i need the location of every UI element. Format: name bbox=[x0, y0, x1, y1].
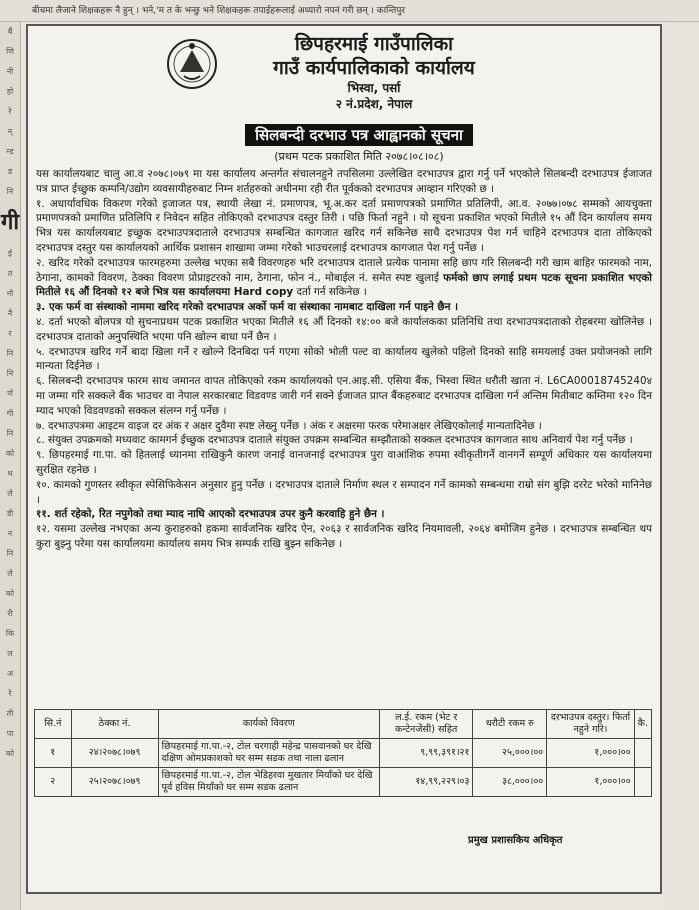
margin-fragment: नै bbox=[7, 309, 13, 318]
condition-7: ७. दरभाउपत्रमा आइटम वाइज दर अंक र अक्षर दुवैमा स्पष्ट लेख्नु पर्नेछ । अंक र अक्षरमा फरक परेमाअक्षर लेखिएकोलाई मान्यतादिनेछ । bbox=[36, 419, 542, 432]
margin-fragment: ड bbox=[7, 167, 13, 176]
condition-1: १. अधार्यावधिक विकरण गरेको इजाजत पत्र, स्थायी लेखा नं. प्रमाणपत्र, भू.अ.कर दर्ता प्रमाणपत्रको प्रमाणित प्रतिलिपी, आ.व. २०७७।०७८ सम्मको आयचुक्ता प्रमाणपत्रको प्रमाणित प्रतिलिपि र निवेदन सहित तोकिएको दरभाउपत्र दस्तुर तिरी । पछि फिर्ता नहुने । यो सूचना प्रकाशित भएको मितीले १५ औं दिन कार्यालय समय भित्र यस कार्यालयबाट इच्छुक दरभाउपत्रदाताले दरभाउपत्र सम्बन्धित कागजात खरिद गर्न सकिनेछ साथै दरभाउपत्र पेश गर्न चाहिने दरभाउपत्र दाता तोकिएको दरभाउपत्र दस्तुर यस कार्यालयको आर्थिक प्रशासन शाखामा जम्मा गरेको भाउचरलाई दरभाउपत्र कागजात पेश गर्नु पर्नेछ । bbox=[36, 197, 652, 254]
condition-11-text: ११. शर्त रहेको, रित नपुगेको तथा म्याद नाघि आएको दरभाउपत्र उपर कुनै करवाहि हुने छैन । bbox=[36, 508, 385, 521]
notice-header bbox=[36, 32, 652, 122]
margin-fragment: र्ण bbox=[7, 389, 13, 398]
table-cell bbox=[634, 739, 651, 768]
margin-fragment: ल bbox=[7, 649, 13, 658]
bid-notice bbox=[26, 24, 662, 894]
newspaper-top-strip: बीचमा लैजाने शिक्षकहरू नै हुन् । भने,'म त के भन्छु भने शिक्षकहरू तपाईहरूलाई अध्यारो नपनं गरी छन् । कान्तिपुर bbox=[0, 0, 699, 22]
signatory-title: प्रमुख प्रशासकिय अधिकृत bbox=[468, 835, 563, 846]
table-row bbox=[35, 739, 652, 768]
margin-fragment: र bbox=[8, 329, 12, 338]
margin-fragment: णि bbox=[6, 47, 14, 56]
margin-fragment: रे bbox=[8, 689, 12, 698]
intro-paragraph: यस कार्यालयबाट चालु आ.व २०७८।०७९ मा यस कार्यालय अन्तर्गत संचालनहुने तपसिलमा उल्लेखित दरभाउपत्र द्वारा गर्नु पर्ने भएकोले सिलबन्दी दरभाउपत्र ईजाजत पत्र प्राप्त ईच्छुक कम्पनि/उद्योग व्यवसायीहरुबाट निम्न शर्तहरुको अधीनमा रही रीत पूर्वकको दरभाउपत्र आव्हान गरिएको छ । bbox=[36, 168, 652, 195]
table-cell: २४।२०७८।०७९ bbox=[71, 739, 158, 768]
col-description: कार्यको विवरण bbox=[158, 710, 379, 739]
margin-fragment: को bbox=[5, 749, 15, 758]
office-name-line2: गाउँ कार्यपालिकाको कार्यालय bbox=[273, 57, 475, 79]
table-cell bbox=[634, 768, 651, 797]
margin-fragment: नि bbox=[6, 429, 14, 438]
table-cell: २५,०००।०० bbox=[473, 739, 547, 768]
margin-fragment: ले bbox=[7, 569, 13, 578]
condition-3-text: ३. एक फर्म वा संस्थाको नाममा खरिद गरेको दरभाउपत्र अर्को फर्म वा संस्थाका नामबाट दाखिला गर्न पाइने छैन । bbox=[36, 301, 459, 314]
publication-date: (प्रथम पटक प्रकाशित मिति २०७८।०८।०८) bbox=[274, 150, 444, 163]
col-fee: दरभाउपत्र दस्तुर। फिर्ता नहुने गरि। bbox=[547, 710, 634, 739]
table-cell: १ bbox=[35, 739, 72, 768]
page-right-edge bbox=[665, 22, 699, 910]
margin-fragment: री bbox=[7, 609, 13, 618]
adjacent-column-fragments bbox=[0, 22, 21, 910]
margin-fragment-large: गी bbox=[0, 210, 20, 235]
condition-10: १०. कामको गुणस्तर स्वीकृत स्पेसिफिकेसन अनुसार हुनु पर्नेछ । दरभाउपत्र दाताले निर्माण स्थल र सम्पादन गर्ने कामको सम्बन्धमा राम्रो संग बुझि दररेट भरेको मानिनेछ । bbox=[36, 478, 652, 506]
address-line1: भिस्वा, पर्सा bbox=[347, 81, 401, 95]
table-cell: १,०००।०० bbox=[547, 768, 634, 797]
notice-title: सिलबन्दी दरभाउ पत्र आह्वानको सूचना bbox=[245, 124, 473, 146]
condition-5: ५. दरभाउपत्र खरिद गर्ने बादा खिला गर्ने र खोल्ने दिनबिदा पर्न गएमा सोको भोली पल्ट वा कार्यालय खुलेको पहिलो दिनको साहि समयलाई उक्त प्रयोजनको लागि मान्यता दिईनेछ । bbox=[36, 345, 652, 373]
margin-fragment: न्ड bbox=[6, 147, 14, 156]
table-cell: ९,९९,३९१।२१ bbox=[379, 739, 473, 768]
table-cell: छिपहरमाई गा.पा.-२, टोल भेडिहरवा मुखतार मियाँको घर देखि पूर्व हविस मियाँको घर सम्म सडक ढलान bbox=[158, 768, 379, 797]
col-serial: सि.नं bbox=[35, 710, 72, 739]
col-remarks: कै. bbox=[634, 710, 651, 739]
condition-2-part-b: फर्मको छाप लगाई प्रथम पटक सूचना प्रकाशित भएको मितीले १६ औं दिनको १२ बजे भित्र यस कार्यालयमा Hard copy bbox=[36, 271, 652, 299]
table-cell: २ bbox=[35, 768, 72, 797]
margin-fragment: हो bbox=[6, 87, 14, 96]
margin-fragment: नि bbox=[6, 187, 14, 196]
col-contract-no: ठेक्का नं. bbox=[71, 710, 158, 739]
margin-fragment: नी bbox=[6, 67, 14, 76]
margin-fragment: कि bbox=[5, 629, 15, 638]
margin-fragment: थ bbox=[7, 469, 13, 478]
margin-fragment: न bbox=[7, 529, 13, 538]
table-cell: १४,९९,२२९।०३ bbox=[379, 768, 473, 797]
condition-4: ४. दर्ता भएको बोलपत्र यो सुचनाप्रथम पटक प्रकाशित भएका मितीले १६ औं दिनको १४:०० बजे कार्यालकका प्रतिनिधि तथा दरभाउपत्रदाताको रोहबरमा खोलिनेछ । दरभाउपत्र दाताको अनुपस्थिति भएमा पनि खोल्न बाधा पर्ने छैन । bbox=[36, 315, 652, 343]
margin-fragment: ई bbox=[8, 249, 12, 258]
office-name-line1: छिपहरमाई गाउँपालिका bbox=[294, 33, 454, 55]
address-line2: २ नं.प्रदेश, नेपाल bbox=[335, 97, 413, 111]
margin-fragment: नि bbox=[6, 369, 14, 378]
condition-3 bbox=[36, 300, 652, 315]
margin-fragment: को bbox=[5, 589, 15, 598]
margin-fragment: त bbox=[7, 269, 13, 278]
nepal-emblem-icon bbox=[166, 36, 218, 92]
margin-fragment: बैं bbox=[7, 27, 13, 36]
notice-title-wrap bbox=[66, 124, 652, 146]
condition-8: ८. संयुक्त उपक्रमको मध्यवाट कामगर्न ईच्छुक दरभाउपत्र दाताले संयुक्त उपक्रम सम्बन्धित सम्झौताको सक्कल दरभाउपत्र कागजात साथ अनिवार्य पेश गर्नु पर्नेछ । bbox=[36, 434, 633, 447]
condition-12: १२. यसमा उल्लेख नभएका अन्य कुराहरुको हकमा सार्वजनिक खरिद ऐन, २०६३ र सार्वजनिक खरिद नियमावली, २०६४ बमोजिम हुनेछ । दरभाउपत्र सम्बन्धित थप कुरा बुझ्नु परेमा यस कार्यालयमा कार्यालय समय भित्र सम्पर्क राखि बुझ्न सकिनेछ । bbox=[36, 523, 652, 550]
col-estimate: ल.ई. रकम (भेट र कन्टेनजेंसी) सहित bbox=[379, 710, 473, 739]
condition-2-part-a: २. खरिद गरेको दरभाउपत्र फारमहरुमा उल्लेख भएका सबै विवरणहरु भरि दरभाउपत्र दाताले प्रत्येक पानामा सहि छाप गरि सिलबन्दी गरी खाम बाहिर फारमको नाम, ठेगाना, कामको विवरण, ठेक्का विवरण प्रोप्राइटरको नाम, ठेगाना, फोन नं., मोबाईल नं. समेत स्पष्ट खुलाई bbox=[36, 256, 652, 284]
margin-fragment: अ bbox=[6, 669, 14, 678]
margin-fragment: डी bbox=[6, 509, 14, 518]
condition-2-part-c: दर्ता गर्न सकिनेछ । bbox=[296, 286, 367, 299]
margin-fragment: गी bbox=[6, 409, 14, 418]
table-cell: १,०००।०० bbox=[547, 739, 634, 768]
margin-fragment: पा bbox=[6, 729, 14, 738]
table-cell: ३८,०००।०० bbox=[473, 768, 547, 797]
margin-fragment: नि bbox=[6, 349, 14, 358]
col-deposit: धरौटी रकम रु bbox=[473, 710, 547, 739]
margin-fragment: नो bbox=[6, 289, 14, 298]
margin-fragment: न् bbox=[7, 127, 13, 136]
margin-fragment: ले bbox=[7, 489, 13, 498]
table-row bbox=[35, 768, 652, 797]
condition-2 bbox=[36, 256, 652, 300]
condition-9: ९. छिपहरमाई गा.पा. को हितलाई ध्यानमा राखिकुनै कारण जनाई वानजनाई दरभाउपत्र पुरा वाआंशिक रुपमा स्वीकृतीगर्ने वानगर्ने सम्पूर्ण अधिकार यस कार्यालयमा सुरक्षित रहनेछ । bbox=[36, 449, 652, 476]
condition-6: ६. सिलबन्दी दरभाउपत्र फारम साथ जमानत वापत तोकिएको रकम कार्यालयको एन.आइ.सी. एसिया बैंक, भिस्वा स्थित धरौती खाता नं. L6CA00018745240४ मा जम्मा गरि सक्कले बैंक भाउचर वा नेपाल सरकारबाट विडवण्ड जारी गर्न सक्ने ईजाजत प्राप्त बैंकहरुबाट दरभाउपत्र दाखिला गर्न अन्तिम मितीबाट कम्तिमा १२० दिन म्याद भएको विडवण्डको सक्कल संलग्न गर्नु पर्नेछ । bbox=[36, 375, 652, 417]
margin-fragment: ती bbox=[6, 709, 14, 718]
table-cell: छिपहरमाई गा.पा.-२, टोल चरगाही महेन्द्र पासवानको घर देखि दक्षिण ओमप्रकाशको घर सम्म सडक तथा नाला ढलान bbox=[158, 739, 379, 768]
table-header-row bbox=[35, 710, 652, 739]
margin-fragment: को bbox=[5, 449, 15, 458]
margin-fragment: रे bbox=[8, 107, 12, 116]
table-cell: २५।२०७८।०७९ bbox=[71, 768, 158, 797]
bid-schedule-table bbox=[34, 709, 652, 797]
margin-fragment: नि bbox=[6, 549, 14, 558]
condition-11 bbox=[36, 507, 652, 522]
